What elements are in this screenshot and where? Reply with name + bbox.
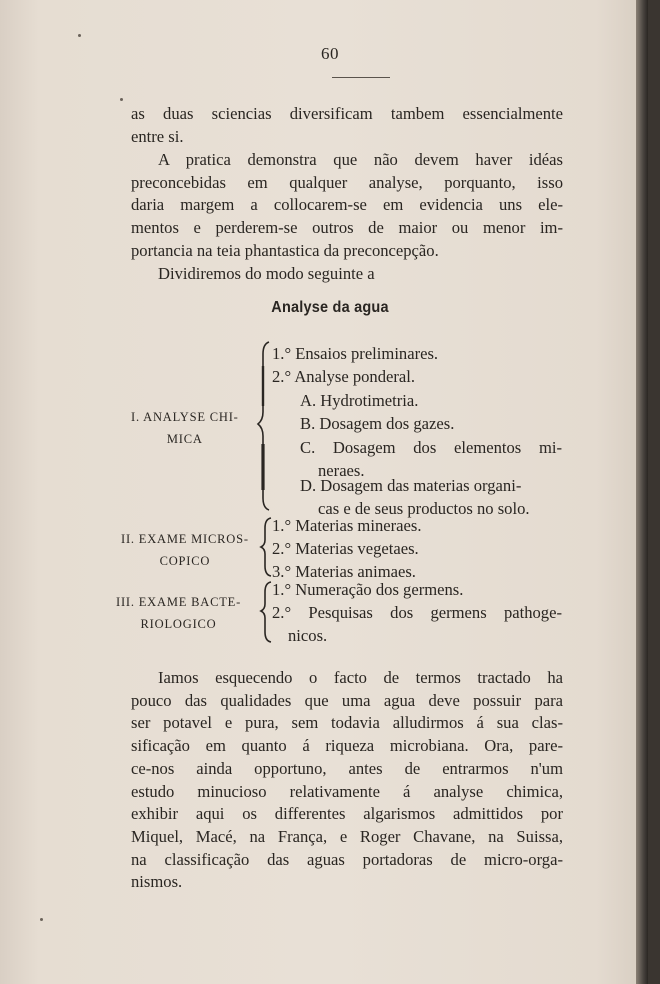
brace-group-2 (259, 516, 273, 578)
group-label-analyse-chimica (131, 406, 239, 450)
group-label-line: III. EXAME BACTE- (116, 595, 242, 609)
item-dosagem-materias-organicas: D. Dosagem das materias organi- (300, 476, 522, 495)
item-dosagem-elementos: C. Dosagem dos elementos mi- (300, 438, 562, 457)
text-line: Miquel, Macé, na França, e Roger Chavane, na Suissa, (131, 826, 563, 846)
intro-paragraph (131, 103, 563, 148)
group-label-line: MICA (166, 432, 203, 446)
text-line: mentos e perderem-se outros de maior ou menor im- (131, 218, 563, 238)
paragraph-iamos (131, 667, 563, 894)
text-line: daria margem a collocarem-se em evidencia uns ele- (131, 195, 563, 215)
text-line: exhibir aqui os differentes algarismos admittidos por (131, 804, 563, 824)
item-materias-animaes: 3.° Materias animaes. (272, 562, 416, 581)
section-title: Analyse da agua (271, 299, 389, 317)
text-line: ce-nos ainda opportuno, antes de entrarmos n'um (131, 758, 563, 778)
group-label-line: RIOLOGICO (140, 617, 217, 631)
text-line: as duas sciencias diversificam tambem essencialmente (131, 104, 563, 123)
item-continuation: cas e de seus productos no solo. (318, 499, 530, 518)
text-line: nismos. (131, 872, 183, 892)
item-continuation: nicos. (288, 626, 328, 645)
text-line: estudo minucioso relativamente á analyse chimica, (131, 781, 563, 801)
item-continuation: neraes. (318, 461, 365, 480)
group-label-exame-bacteriologico (116, 591, 241, 635)
paper-speck (120, 98, 123, 101)
group-label-exame-microscopico (121, 528, 249, 572)
page-edge-shadow (636, 0, 648, 984)
text-line: Iamos esquecendo o facto de termos tractado ha (158, 668, 563, 687)
group-label-line: II. EXAME MICROS- (121, 532, 249, 546)
item-ensaios: 1.° Ensaios preliminares. (272, 344, 439, 363)
text-line: A pratica demonstra que não devem haver idéas (158, 150, 563, 169)
item-hydrotimetria: A. Hydrotimetria. (300, 391, 419, 410)
group-label-line: I. ANALYSE CHI- (131, 410, 239, 424)
paper-speck (78, 34, 81, 37)
item-materias-mineraes: 1.° Materias mineraes. (272, 516, 422, 535)
brace-group-3 (259, 580, 273, 644)
item-pesquisas-germens: 2.° Pesquisas dos germens pathoge- (272, 603, 562, 622)
text-line: entre si. (131, 126, 184, 146)
text-line: pouco das qualidades que uma agua deve possuir para (131, 690, 563, 710)
item-analyse-ponderal: 2.° Analyse ponderal. (272, 367, 416, 386)
paragraph-pratica (131, 149, 563, 285)
page-number: 60 (321, 44, 339, 63)
item-numeracao-germens: 1.° Numeração dos germens. (272, 580, 464, 599)
text-line: portancia na teia phantastica da preconcepção. (131, 240, 439, 260)
page-number-rule (332, 77, 390, 78)
brace-group-1 (256, 340, 272, 512)
paper-speck (40, 918, 43, 921)
text-line: Dividiremos do modo seguinte a (158, 263, 375, 283)
item-dosagem-gazes: B. Dosagem dos gazes. (300, 414, 455, 433)
text-line: ser potavel e pura, sem todavia alludirmos á sua clas- (131, 713, 563, 733)
text-line: na classificação das aguas portadoras de micro-orga- (131, 849, 563, 869)
item-materias-vegetaes: 2.° Materias vegetaes. (272, 539, 419, 558)
group-label-line: COPICO (159, 554, 211, 568)
text-line: preconcebidas em qualquer analyse, porquanto, isso (131, 172, 563, 192)
text-line: sificação em quanto á riqueza microbiana. Ora, pare- (131, 736, 563, 756)
